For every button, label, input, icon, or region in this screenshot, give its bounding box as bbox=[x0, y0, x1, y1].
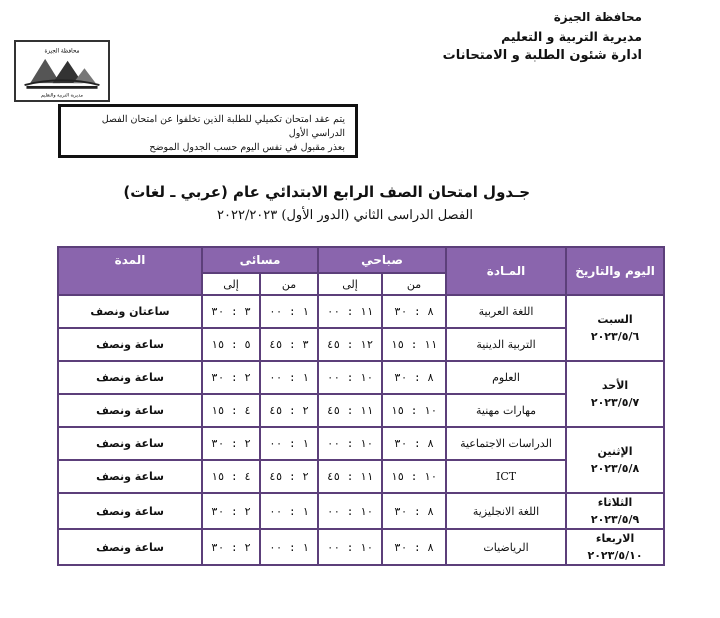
morning-to-cell: ١١ : ٠٠ bbox=[318, 295, 382, 328]
subject-cell: اللغة الانجليزية bbox=[446, 493, 566, 529]
header-evening: مسائى bbox=[202, 247, 318, 273]
morning-to-cell: ١١ : ٤٥ bbox=[318, 460, 382, 493]
notice-line-1: يتم عقد امتحان تكميلي للطلبة الذين تخلفوا عن امتحان الفصل الدراسي الأول bbox=[101, 114, 345, 139]
evening-to-cell: ٤ : ١٥ bbox=[202, 460, 260, 493]
day-name: الإثنين bbox=[597, 445, 633, 458]
table-row bbox=[58, 427, 664, 460]
evening-from-cell: ٣ : ٤٥ bbox=[260, 328, 318, 361]
table-row bbox=[58, 361, 664, 394]
duration-cell: ساعة ونصف bbox=[58, 394, 202, 427]
subject-cell: ICT bbox=[446, 460, 566, 493]
morning-from-cell: ١٠ : ١٥ bbox=[382, 460, 446, 493]
exam-date: ٢٠٢٣/٥/٩ bbox=[590, 513, 640, 526]
evening-to-cell: ٥ : ١٥ bbox=[202, 328, 260, 361]
day-date-cell bbox=[566, 295, 664, 361]
day-name: الأحد bbox=[601, 379, 629, 392]
duration-cell: ساعة ونصف bbox=[58, 460, 202, 493]
governorate-title: محافظة الجيزة bbox=[553, 10, 642, 24]
morning-to-cell: ١٠ : ٠٠ bbox=[318, 427, 382, 460]
morning-to-cell: ١٢ : ٤٥ bbox=[318, 328, 382, 361]
morning-to-cell: ١١ : ٤٥ bbox=[318, 394, 382, 427]
subject-cell: التربية الدينية bbox=[446, 328, 566, 361]
day-date-cell bbox=[566, 529, 664, 565]
day-date-cell bbox=[566, 361, 664, 427]
day-name: الثلاثاء bbox=[597, 496, 633, 509]
table-row bbox=[58, 529, 664, 565]
morning-from-cell: ٨ : ٣٠ bbox=[382, 427, 446, 460]
duration-cell: ساعة ونصف bbox=[58, 529, 202, 565]
logo-caption: محافظة الجيزة bbox=[44, 48, 80, 55]
evening-from-cell: ١ : ٠٠ bbox=[260, 295, 318, 328]
evening-to-cell: ٢ : ٣٠ bbox=[202, 529, 260, 565]
subject-cell: اللغة العربية bbox=[446, 295, 566, 328]
duration-cell: ساعة ونصف bbox=[58, 361, 202, 394]
exam-schedule-table bbox=[57, 246, 665, 566]
schedule-body bbox=[58, 295, 664, 565]
header-evening-from: من bbox=[260, 273, 318, 295]
evening-to-cell: ٢ : ٣٠ bbox=[202, 493, 260, 529]
morning-from-cell: ١١ : ١٥ bbox=[382, 328, 446, 361]
header-morning-from: من bbox=[382, 273, 446, 295]
table-row bbox=[58, 295, 664, 328]
morning-from-cell: ٨ : ٣٠ bbox=[382, 295, 446, 328]
notice-box bbox=[58, 104, 358, 158]
day-date-cell bbox=[566, 427, 664, 493]
table-row bbox=[58, 493, 664, 529]
notice-line-2: بعذر مقبول في نفس اليوم حسب الجدول الموضح bbox=[149, 142, 345, 153]
header-morning-to: إلى bbox=[318, 273, 382, 295]
morning-from-cell: ٨ : ٣٠ bbox=[382, 493, 446, 529]
duration-cell: ساعة ونصف bbox=[58, 493, 202, 529]
evening-from-cell: ٢ : ٤٥ bbox=[260, 460, 318, 493]
header-evening-to: إلى bbox=[202, 273, 260, 295]
morning-to-cell: ١٠ : ٠٠ bbox=[318, 361, 382, 394]
evening-from-cell: ١ : ٠٠ bbox=[260, 529, 318, 565]
exam-date: ٢٠٢٣/٥/١٠ bbox=[587, 549, 643, 562]
duration-cell: ساعة ونصف bbox=[58, 427, 202, 460]
pyramids-icon bbox=[16, 42, 108, 100]
subject-cell: الرياضيات bbox=[446, 529, 566, 565]
evening-from-cell: ١ : ٠٠ bbox=[260, 427, 318, 460]
header-subject: المـادة bbox=[446, 247, 566, 295]
duration-cell: ساعتان ونصف bbox=[58, 295, 202, 328]
evening-from-cell: ١ : ٠٠ bbox=[260, 361, 318, 394]
evening-from-cell: ٢ : ٤٥ bbox=[260, 394, 318, 427]
subject-cell: العلوم bbox=[446, 361, 566, 394]
giza-pyramids-logo bbox=[14, 40, 110, 102]
day-name: السبت bbox=[597, 313, 633, 326]
header-day: اليوم والتاريخ bbox=[566, 247, 664, 295]
page-title: جـدول امتحان الصف الرابع الابتدائي عام (عربي ـ لغات) bbox=[123, 183, 530, 201]
subject-cell: مهارات مهنية bbox=[446, 394, 566, 427]
morning-from-cell: ٨ : ٣٠ bbox=[382, 361, 446, 394]
morning-to-cell: ١٠ : ٠٠ bbox=[318, 493, 382, 529]
day-date-cell bbox=[566, 493, 664, 529]
header-block bbox=[382, 8, 642, 65]
morning-to-cell: ١٠ : ٠٠ bbox=[318, 529, 382, 565]
page-subtitle: الفصل الدراسى الثاني (الدور الأول) ٢٠٢٢/٢٠٢٣ bbox=[217, 208, 473, 223]
header-duration: المدة bbox=[58, 247, 202, 295]
exam-date: ٢٠٢٣/٥/٨ bbox=[590, 462, 640, 475]
day-name: الاربعاء bbox=[595, 532, 635, 545]
header-morning: صباحي bbox=[318, 247, 446, 273]
duration-cell: ساعة ونصف bbox=[58, 328, 202, 361]
exam-date: ٢٠٢٣/٥/٧ bbox=[590, 396, 640, 409]
evening-to-cell: ٢ : ٣٠ bbox=[202, 361, 260, 394]
subject-cell: الدراسات الاجتماعية bbox=[446, 427, 566, 460]
evening-to-cell: ٤ : ١٥ bbox=[202, 394, 260, 427]
department-title: ادارة شئون الطلبة و الامتحانات bbox=[442, 48, 642, 63]
directorate-title: مديرية التربية و التعليم bbox=[501, 29, 642, 44]
evening-to-cell: ٣ : ٣٠ bbox=[202, 295, 260, 328]
evening-from-cell: ١ : ٠٠ bbox=[260, 493, 318, 529]
logo-bottom-caption: مديرية التربية والتعليم bbox=[40, 93, 84, 99]
morning-from-cell: ٨ : ٣٠ bbox=[382, 529, 446, 565]
exam-date: ٢٠٢٣/٥/٦ bbox=[590, 330, 640, 343]
evening-to-cell: ٢ : ٣٠ bbox=[202, 427, 260, 460]
morning-from-cell: ١٠ : ١٥ bbox=[382, 394, 446, 427]
